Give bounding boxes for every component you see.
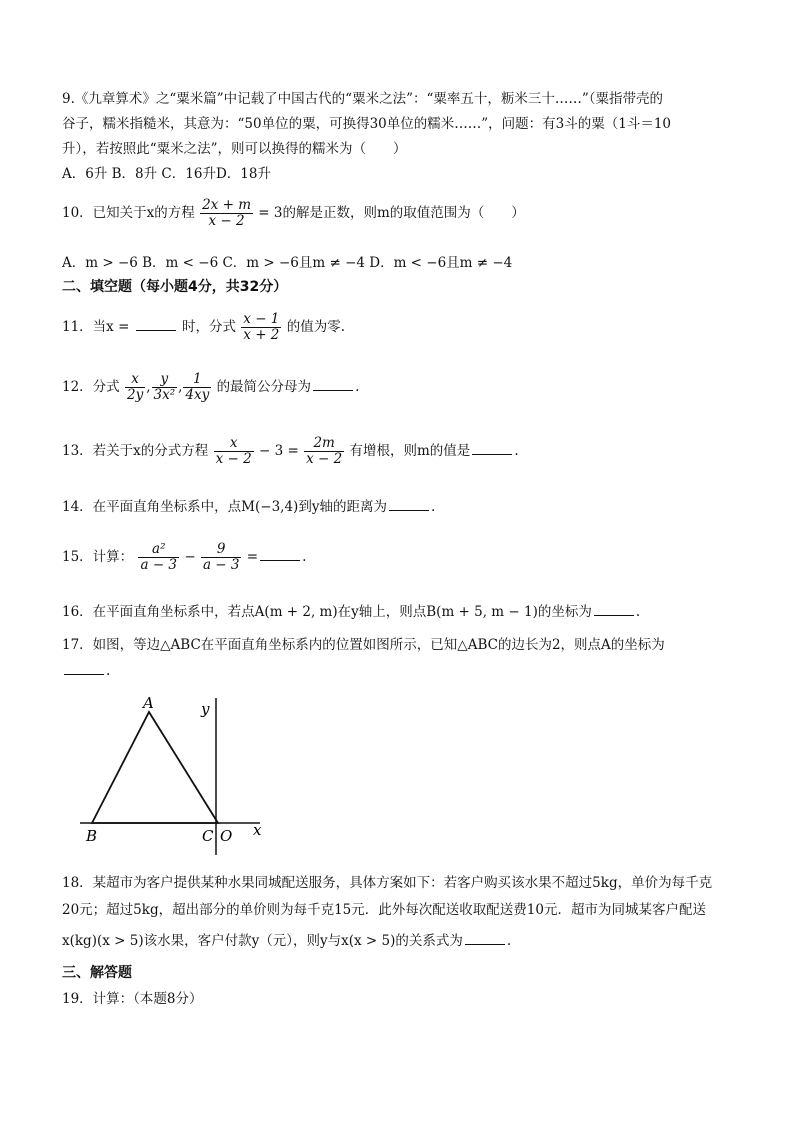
section3-title: 三、解答题 — [62, 965, 132, 981]
q15-f1-den: a − 3 — [140, 557, 178, 573]
q10-stem — [62, 198, 525, 229]
q18-end: . — [506, 933, 512, 949]
q10-frac-den: x − 2 — [208, 213, 245, 229]
q16 — [62, 603, 640, 621]
q12-end: . — [355, 379, 360, 395]
q12-f1-den: 2y — [126, 387, 144, 403]
q12: 12．分式 $\frac{x}{2y}$ , $\frac{y}{\text{3x²}}$ , $\frac{1}{4xy}$ 的最简公分母为 . — [62, 371, 360, 403]
triangle-figure — [80, 690, 290, 860]
q13-f2-num: 2m — [304, 436, 344, 452]
q15-fraction-2 — [201, 542, 242, 573]
q11-suffix: 的值为零. — [286, 319, 345, 335]
q12-f3-den: 4xy — [185, 387, 210, 403]
q11-prefix: 11．当x = — [62, 319, 130, 335]
triangle-abc — [92, 712, 218, 823]
q17-line2 — [62, 662, 110, 680]
q10-frac-num: 2x + m — [202, 197, 251, 213]
q13-f1-den: x − 2 — [215, 451, 252, 467]
q17-line1: 17．如图，等边△ABC在平面直角坐标系内的位置如图所示，已知△ABC的边长为2，则点A的坐标为 — [62, 637, 665, 653]
label-o: O — [220, 827, 233, 845]
q11-frac-num: x − 1 — [243, 311, 280, 327]
q10-suffix: = 3的解是正数，则m的取值范围为（ ） — [258, 205, 525, 221]
q17-answer-blank — [64, 662, 104, 675]
q18-line1: 18．某超市为客户提供某种水果同城配送服务，具体方案如下：若客户购买该水果不超过5kg，单价为每千克 — [62, 875, 713, 891]
q10-options: A．m > −6 B．m < −6 C．m > −6且m ≠ −4 D．m < −6且m ≠ −4 — [62, 255, 513, 271]
q13-answer-blank — [472, 442, 512, 455]
q11 — [62, 312, 345, 343]
q18-line3-text: x(kg)(x > 5)该水果，客户付款y（元），则y与x(x > 5)的关系式为 — [62, 933, 463, 949]
q10-fraction — [200, 198, 253, 229]
q15-f1-num: a² — [138, 542, 179, 558]
label-x: x — [253, 821, 262, 839]
q15-prefix: 15．计算： — [62, 549, 134, 565]
q14 — [62, 498, 435, 516]
q18-line3 — [62, 932, 511, 950]
label-y: y — [201, 700, 210, 718]
q15 — [62, 542, 306, 573]
q12-answer-blank — [313, 378, 353, 391]
q13-f2-den: x − 2 — [306, 451, 343, 467]
q13-prefix: 13．若关于x的分式方程 — [62, 443, 209, 459]
q13-fraction-2 — [304, 436, 344, 467]
q14-text: 14．在平面直角坐标系中，点M(−3,4)到y轴的距离为 — [62, 499, 387, 515]
q18-line2: 20元；超过5kg，超出部分的单价则为每千克15元．此外每次配送收取配送费10元．超市为同城某客户配送 — [62, 902, 706, 918]
q16-answer-blank — [594, 603, 634, 616]
q10-prefix: 10．已知关于x的方程 — [62, 205, 195, 221]
q15-eq: = — [246, 549, 259, 565]
q15-fraction-1 — [138, 542, 179, 573]
q15-f2-den: a − 3 — [202, 557, 240, 573]
q11-mid: 时，分式 — [182, 319, 236, 335]
q15-f2-num: 9 — [201, 542, 242, 558]
q14-end: . — [430, 499, 436, 515]
q13-suffix: 有增根，则m的值是 — [349, 443, 471, 459]
q9-line1: 9.《九章算术》之“粟米篇”中记载了中国古代的“粟米之法”：“粟率五十，粝米三十……”（粟指带壳的 — [62, 91, 664, 107]
label-c: C — [202, 827, 214, 845]
q9-options: A．6升 B．8升 C．16升D．18升 — [62, 166, 271, 182]
q17-end: . — [106, 663, 111, 679]
q12-fraction-3 — [183, 372, 211, 403]
section2-title: 二、填空题（每小题4分，共32分） — [62, 279, 288, 295]
q19: 19．计算：（本题8分） — [62, 991, 203, 1007]
q14-answer-blank — [389, 498, 429, 511]
q15-answer-blank — [260, 548, 300, 561]
q16-text: 16．在平面直角坐标系中，若点A(m + 2, m)在y轴上，则点B(m + 5, m − 1)的坐标为 — [62, 604, 592, 620]
label-b: B — [86, 827, 98, 845]
q12-fraction-2 — [152, 372, 178, 403]
q18-answer-blank — [465, 932, 505, 945]
q13 — [62, 436, 519, 467]
q11-answer-blank — [136, 318, 176, 331]
q15-mid: − — [184, 549, 196, 565]
q13-fraction-1 — [214, 436, 254, 467]
q16-end: . — [635, 604, 641, 620]
q9-line3: 升），若按照此“粟米之法”，则可以换得的糯米为（ ） — [62, 141, 407, 157]
label-a: A — [143, 694, 154, 712]
q12-fraction-1 — [125, 372, 145, 403]
q15-end: . — [302, 549, 307, 565]
q13-end: . — [514, 443, 519, 459]
q11-fraction — [241, 312, 281, 343]
q13-f1-num: x — [214, 436, 254, 452]
q12-f1-num: x — [125, 372, 145, 388]
q9-line2: 谷子，糯米指糙米，其意为：“50单位的粟，可换得30单位的糯米……”，问题：有3斗的粟（1斗＝10 — [62, 116, 672, 132]
q11-frac-den: x + 2 — [243, 327, 280, 343]
q12-prefix: 12．分式 — [62, 379, 120, 395]
q13-mid: − 3 = — [259, 443, 299, 459]
q12-f3-num: 1 — [183, 372, 211, 388]
q12-suffix: 的最简公分母为 — [216, 379, 312, 395]
q12-f2-num: y — [152, 372, 178, 388]
q12-f2-den: 3x² — [153, 387, 176, 403]
